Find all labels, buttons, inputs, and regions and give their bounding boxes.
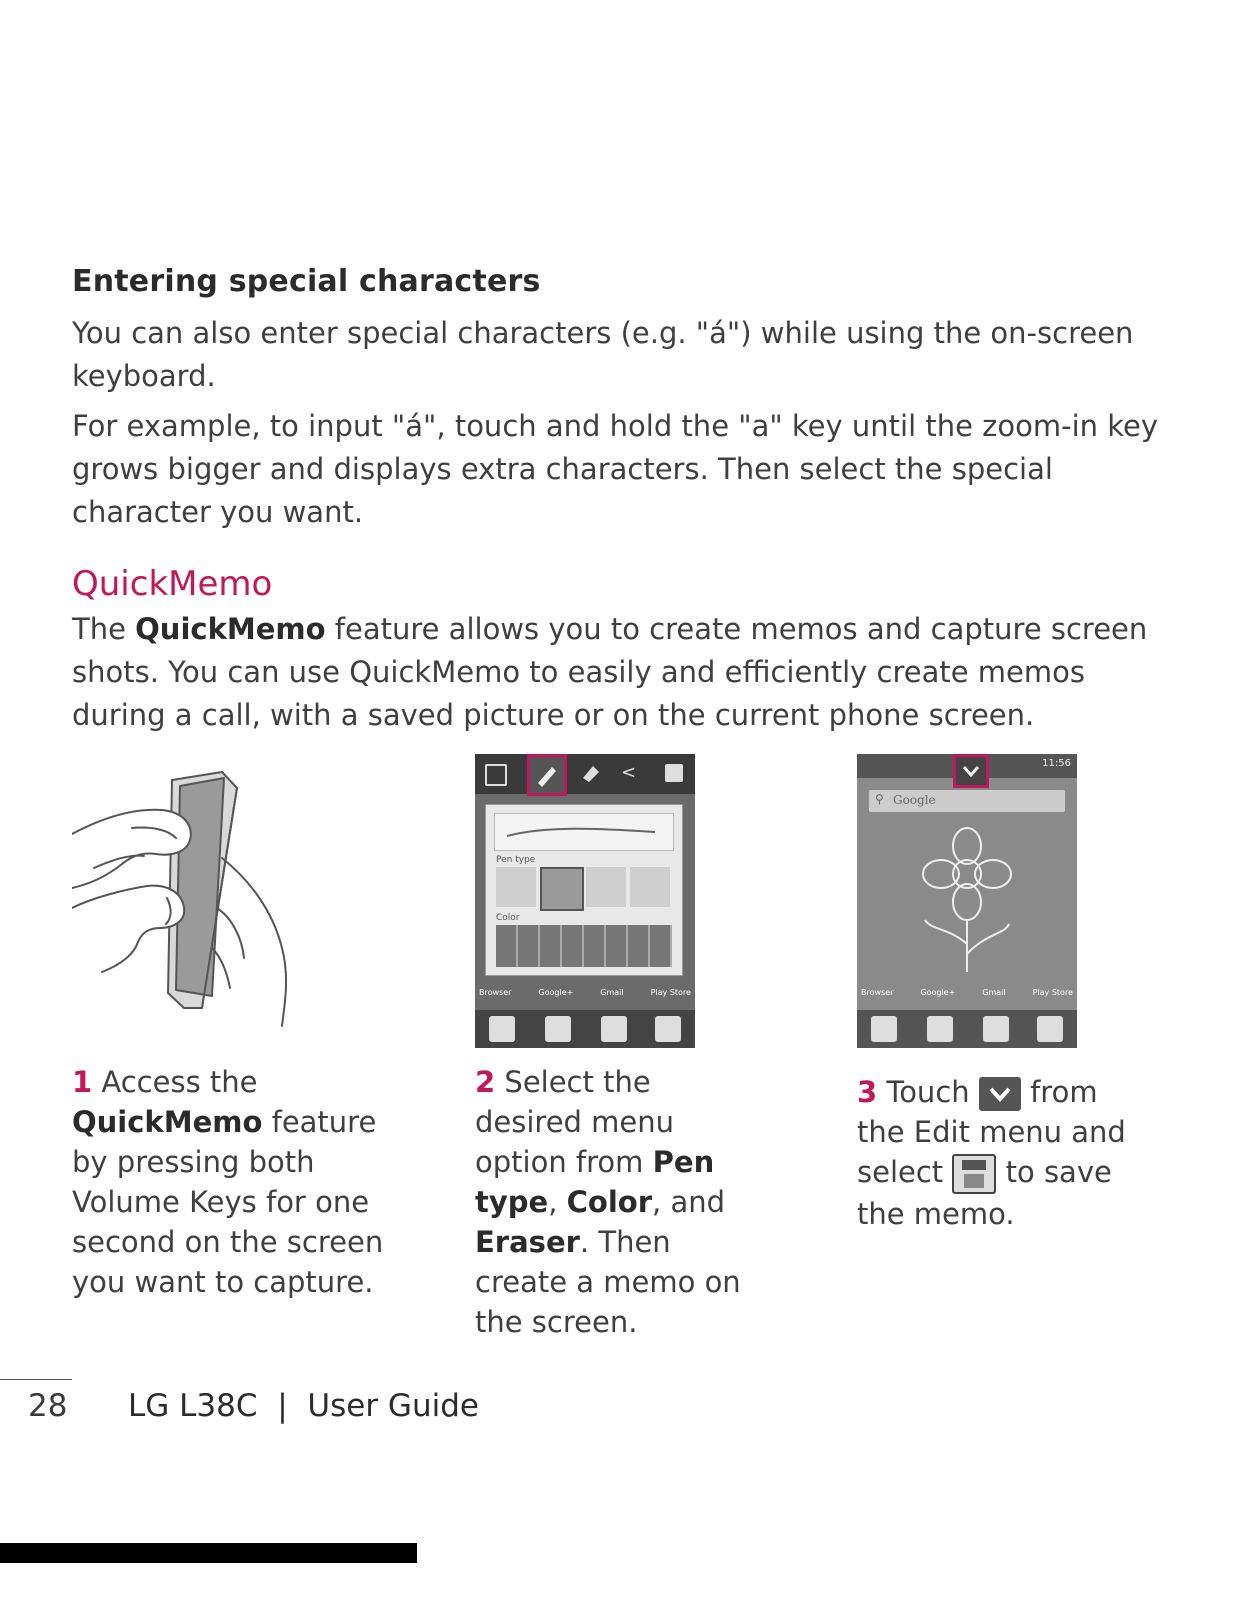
quickmemo-intro-post: feature allows you to create memos and capture screen shots. You can use QuickMemo to easily and efficiently create memos during a call, with a saved picture or on the current phone screen. <box>72 612 1148 732</box>
save-icon <box>952 1154 996 1194</box>
chevron-down-icon <box>979 1077 1021 1111</box>
footer-guide: User Guide <box>307 1388 479 1424</box>
eraser-tool-icon[interactable] <box>579 762 601 784</box>
apps-icon[interactable] <box>655 1016 681 1042</box>
illustration-hand-pressing-volume-keys <box>72 768 302 1028</box>
pen-type-option[interactable] <box>586 867 626 907</box>
step-3 <box>857 1072 1137 1234</box>
paragraph-special-characters-intro: You can also enter special characters (e.g. "á") while using the on-screen keyboard. <box>72 316 1134 393</box>
dock-label-googleplus: Google+ <box>538 988 574 997</box>
step-text: . Then create a memo on the screen. <box>475 1225 741 1339</box>
status-bar <box>857 754 1077 778</box>
paragraph-quickmemo-intro <box>72 608 1172 737</box>
messaging-icon[interactable] <box>983 1016 1009 1042</box>
step-text: , <box>548 1185 558 1219</box>
messaging-icon[interactable] <box>601 1016 627 1042</box>
status-time: 11:56 <box>1042 758 1071 769</box>
step-text: from the Edit menu and select <box>857 1075 1126 1189</box>
step-number: 1 <box>72 1065 93 1099</box>
edit-mode-icon[interactable] <box>485 764 507 786</box>
color-palette[interactable] <box>496 925 672 967</box>
step-text: , and <box>652 1185 726 1219</box>
step-bold: Eraser <box>475 1225 580 1259</box>
dock-labels <box>479 988 691 1004</box>
step-bold: Color <box>566 1185 653 1219</box>
quickmemo-intro-pre: The <box>72 612 126 646</box>
contacts-icon[interactable] <box>545 1016 571 1042</box>
footer-title <box>128 1388 479 1424</box>
step-text: Select the desired menu option from <box>475 1065 675 1179</box>
dock-label-gmail: Gmail <box>600 988 624 997</box>
step-bold: Pen type <box>475 1145 715 1219</box>
step-number: 3 <box>857 1075 878 1109</box>
dock-labels <box>861 988 1073 1004</box>
pen-type-option[interactable] <box>630 867 670 907</box>
contacts-icon[interactable] <box>927 1016 953 1042</box>
footer-rule <box>0 1379 72 1380</box>
save-icon[interactable] <box>665 764 683 782</box>
pen-tool-icon[interactable] <box>527 754 567 796</box>
quickmemo-toolbar <box>475 754 695 794</box>
section-heading-special-characters: Entering special characters <box>72 264 541 299</box>
search-icon: ⚲ <box>875 792 884 806</box>
dock-label-googleplus: Google+ <box>920 988 956 997</box>
bottom-black-bar <box>0 1543 417 1563</box>
pen-type-label: Pen type <box>496 855 536 865</box>
screenshot-quickmemo-pen-menu <box>475 754 695 1048</box>
google-search-bar[interactable] <box>869 790 1065 812</box>
step-1 <box>72 1062 402 1302</box>
step-text: Touch <box>886 1075 970 1109</box>
phone-icon[interactable] <box>871 1016 897 1042</box>
screenshot-home-screen-memo <box>857 754 1077 1048</box>
color-label: Color <box>496 913 520 923</box>
dock-label-playstore: Play Store <box>650 988 691 997</box>
page-number: 28 <box>28 1388 68 1424</box>
apps-icon[interactable] <box>1037 1016 1063 1042</box>
stroke-preview <box>494 813 674 851</box>
step-text: to save the memo. <box>857 1155 1112 1231</box>
bottom-dock <box>857 1010 1077 1048</box>
step-bold: QuickMemo <box>72 1105 263 1139</box>
share-icon[interactable]: < <box>621 762 637 783</box>
dock-label-playstore: Play Store <box>1032 988 1073 997</box>
footer-product: LG L38C <box>128 1388 258 1424</box>
pen-type-options <box>496 867 672 907</box>
footer-separator: | <box>277 1388 288 1424</box>
bottom-dock <box>475 1010 695 1048</box>
step-2 <box>475 1062 755 1342</box>
pen-options-popup <box>485 804 683 976</box>
dock-label-browser: Browser <box>479 988 512 997</box>
memo-drawing-flower <box>905 824 1029 974</box>
dock-label-gmail: Gmail <box>982 988 1006 997</box>
dock-label-browser: Browser <box>861 988 894 997</box>
section-heading-quickmemo: QuickMemo <box>72 564 273 604</box>
step-text: feature by pressing both Volume Keys for one second on the screen you want to capture. <box>72 1105 384 1299</box>
step-text: Access the <box>101 1065 258 1099</box>
pen-type-option-selected[interactable] <box>540 867 584 911</box>
step-number: 2 <box>475 1065 496 1099</box>
quickmemo-intro-bold: QuickMemo <box>135 612 326 646</box>
phone-icon[interactable] <box>489 1016 515 1042</box>
chevron-down-icon[interactable] <box>953 754 989 788</box>
pen-type-option[interactable] <box>496 867 536 907</box>
paragraph-special-characters-example: For example, to input "á", touch and hold the "a" key until the zoom-in key grows bigger and displays extra characters. Then select the special character you want. <box>72 409 1159 529</box>
search-text: Google <box>893 793 936 807</box>
